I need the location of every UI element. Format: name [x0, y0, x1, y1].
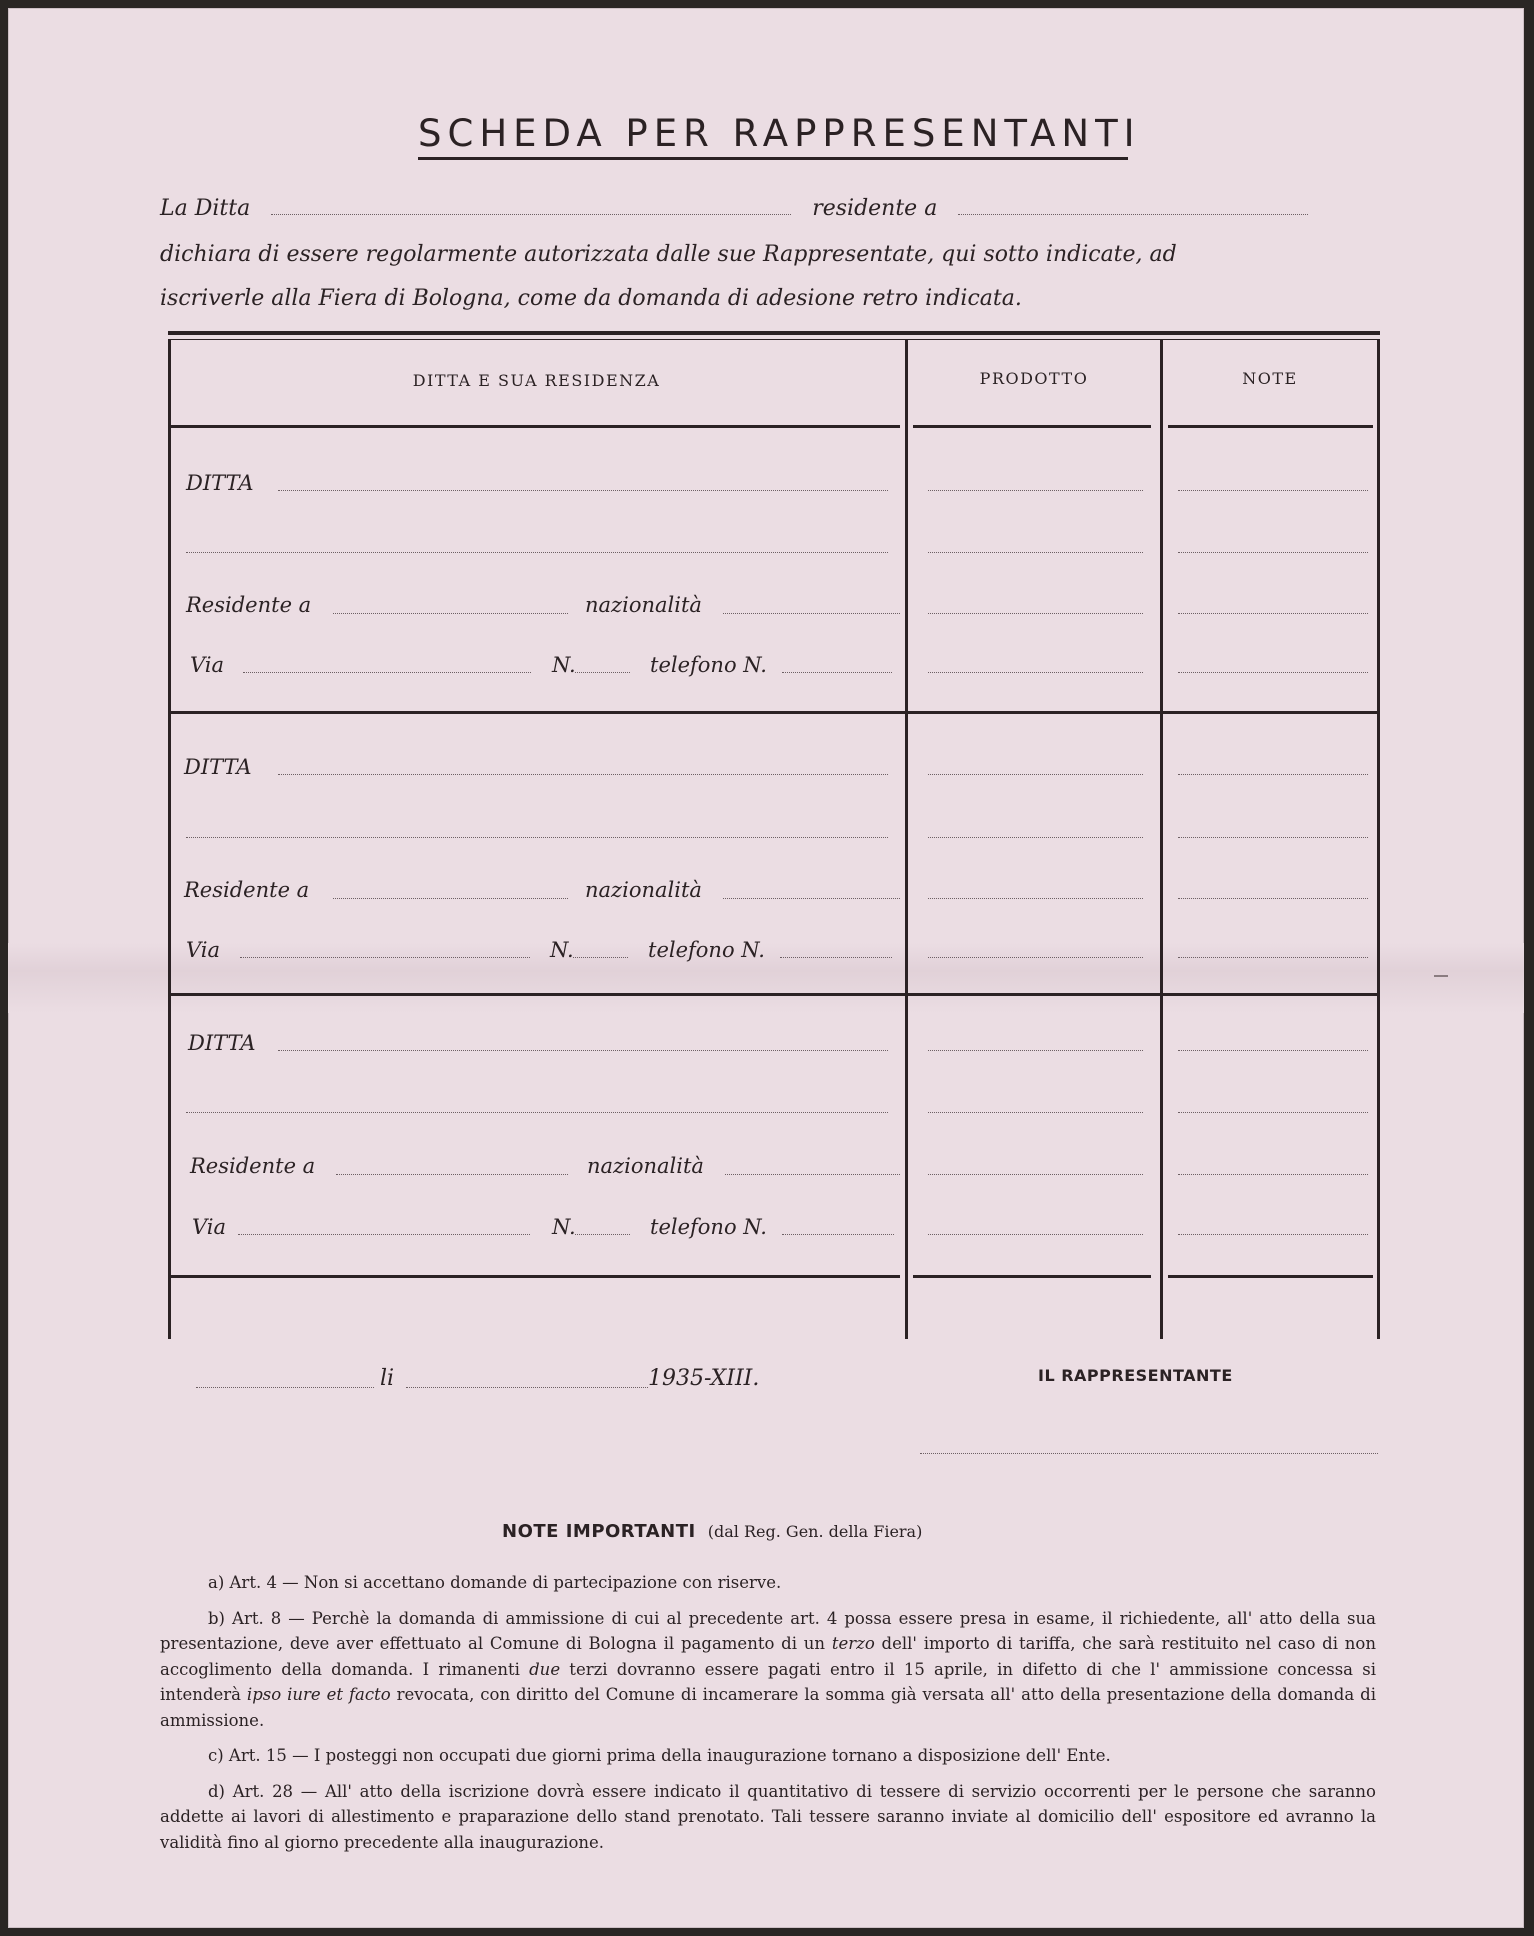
entry-3-separator-prodotto [913, 1275, 1151, 1278]
representative-label: IL RAPPRESENTANTE [1038, 1366, 1233, 1385]
entry-3-n-field[interactable] [575, 1233, 630, 1235]
entry-1-ditta-field-2[interactable] [186, 551, 888, 553]
entry-2-via-label: Via [186, 938, 221, 962]
header-prodotto: PRODOTTO [979, 369, 1089, 388]
form-sheet [8, 8, 1524, 1928]
notes-title: NOTE IMPORTANTI [502, 1521, 696, 1542]
entry-3-telefono-label: telefono N. [650, 1215, 767, 1239]
entry-1-note-line-4[interactable] [1178, 671, 1368, 673]
entry-2-prodotto-line-3[interactable] [928, 897, 1143, 899]
note-a: a) Art. 4 — Non si accettano domande di partecipazione con riserve. [208, 1573, 782, 1592]
entry-1-prodotto-line-2[interactable] [928, 551, 1143, 553]
column-divider-2 [1160, 339, 1163, 1339]
entry-3-telefono-field[interactable] [782, 1233, 894, 1235]
entry-1-residente-field[interactable] [333, 612, 568, 614]
entry-2-residente-field[interactable] [333, 897, 568, 899]
entry-1-via-label: Via [190, 653, 225, 677]
entry-2-prodotto-line-4[interactable] [928, 956, 1143, 958]
signature-field[interactable] [920, 1452, 1378, 1454]
entry-3-ditta-label: DITTA [188, 1031, 256, 1055]
entry-1-separator [168, 711, 1378, 714]
entry-2-note-line-1[interactable] [1178, 773, 1368, 775]
entry-2-nazionalita-label: nazionalità [585, 878, 702, 902]
entry-3-separator-note [1168, 1275, 1373, 1278]
entry-3-residente-field[interactable] [336, 1173, 568, 1175]
header-rule-prodotto [913, 425, 1151, 428]
entry-3-via-field[interactable] [238, 1233, 530, 1235]
table-top-rule-thin [168, 339, 1380, 340]
intro-line-2: dichiara di essere regolarmente autorizzata dalle sue Rappresentate, qui sotto indicate, ad [160, 242, 1177, 267]
entry-2-telefono-field[interactable] [780, 956, 892, 958]
intro-line-3: iscriverle alla Fiera di Bologna, come da domanda di adesione retro indicata. [160, 286, 1022, 311]
li-label: li [380, 1366, 395, 1391]
year-label: 1935-XIII. [648, 1366, 760, 1391]
entry-2-residente-label: Residente a [184, 878, 310, 902]
entry-3-residente-label: Residente a [190, 1154, 316, 1178]
entry-3-note-line-1[interactable] [1178, 1049, 1368, 1051]
entry-3-ditta-field[interactable] [278, 1049, 888, 1051]
entry-2-note-line-2[interactable] [1178, 836, 1368, 838]
representatives-table [168, 331, 1380, 1341]
entry-1-residente-label: Residente a [186, 593, 312, 617]
residence-field[interactable] [958, 213, 1308, 215]
la-ditta-label: La Ditta [160, 196, 251, 221]
entry-1-ditta-label: DITTA [186, 471, 254, 495]
entry-1-via-field[interactable] [243, 671, 531, 673]
notes-heading [502, 1520, 922, 1542]
table-left-border [168, 339, 171, 1339]
entry-3-nazionalita-label: nazionalità [587, 1154, 704, 1178]
entry-3-separator-ditta [168, 1275, 900, 1278]
entry-3-via-label: Via [192, 1215, 227, 1239]
entry-3-prodotto-line-2[interactable] [928, 1111, 1143, 1113]
entry-3-note-line-3[interactable] [1178, 1173, 1368, 1175]
residente-a-label: residente a [812, 196, 938, 221]
table-top-rule [168, 331, 1380, 335]
entry-3-nazionalita-field[interactable] [725, 1173, 900, 1175]
entry-1-nazionalita-label: nazionalità [585, 593, 702, 617]
entry-1-telefono-label: telefono N. [650, 653, 767, 677]
header-note: NOTE [1242, 369, 1298, 388]
intro-line-1 [160, 196, 1308, 221]
entry-2-ditta-field-2[interactable] [186, 836, 888, 838]
notes-body [160, 1570, 1376, 1865]
entry-3-note-line-4[interactable] [1178, 1233, 1368, 1235]
entry-2-ditta-field[interactable] [278, 773, 888, 775]
entry-1-n-field[interactable] [575, 671, 630, 673]
header-ditta: DITTA E SUA RESIDENZA [412, 371, 661, 390]
page-title: SCHEDA PER RAPPRESENTANTI [418, 112, 1128, 160]
entry-1-prodotto-line-1[interactable] [928, 489, 1143, 491]
entry-1-prodotto-line-3[interactable] [928, 612, 1143, 614]
entry-1-prodotto-line-4[interactable] [928, 671, 1143, 673]
entry-2-nazionalita-field[interactable] [723, 897, 900, 899]
header-rule-note [1168, 425, 1373, 428]
entry-3-note-line-2[interactable] [1178, 1111, 1368, 1113]
entry-1-nazionalita-field[interactable] [723, 612, 900, 614]
entry-3-ditta-field-2[interactable] [186, 1111, 888, 1113]
notes-subtitle: (dal Reg. Gen. della Fiera) [707, 1522, 923, 1541]
date-field[interactable] [406, 1386, 648, 1388]
entry-2-n-label: N. [550, 938, 574, 962]
entry-1-n-label: N. [552, 653, 576, 677]
entry-2-prodotto-line-2[interactable] [928, 836, 1143, 838]
note-d: d) Art. 28 — All' atto della iscrizione dovrà essere indicato il quantitativo di tessere di servizio occorrenti per le persone che saranno addette ai lavori di allestimento e praparazione dello stand prenotato. Tali tessere saranno inviate al domicilio dell' espositore ed avranno la validità fino al giorno precedente alla inaugurazione. [160, 1781, 1376, 1852]
note-c: c) Art. 15 — I posteggi non occupati due giorni prima della inaugurazione tornano a disposizione dell' Ente. [208, 1746, 1111, 1765]
entry-3-n-label: N. [552, 1215, 576, 1239]
entry-3-prodotto-line-1[interactable] [928, 1049, 1143, 1051]
entry-1-telefono-field[interactable] [782, 671, 892, 673]
entry-3-prodotto-line-4[interactable] [928, 1233, 1143, 1235]
entry-2-note-line-4[interactable] [1178, 956, 1368, 958]
ditta-name-field[interactable] [271, 213, 791, 215]
margin-mark [1434, 975, 1448, 977]
entry-2-separator [168, 993, 1378, 996]
table-right-border [1377, 339, 1380, 1339]
column-divider-1 [905, 339, 908, 1339]
entry-2-ditta-label: DITTA [184, 755, 252, 779]
entry-2-n-field[interactable] [573, 956, 628, 958]
header-rule-ditta [168, 425, 900, 428]
note-b: b) Art. 8 — Perchè la domanda di ammissione di cui al precedente art. 4 possa essere presa in esame, il richiedente, all' atto della sua presentazione, deve aver effettuato al Comune di Bologna il pagamento di un terzo dell' importo di tariffa, che sarà restituito nel caso di non accoglimento della domanda. I rimanenti due terzi dovranno essere pagati entro il 15 aprile, in difetto di che l' ammissione concessa si intenderà ipso iure et facto revocata, con diritto del Comune di incamerare la somma già versata all' atto della presentazione della domanda di ammissione. [160, 1608, 1376, 1730]
entry-1-note-line-3[interactable] [1178, 612, 1368, 614]
entry-1-note-line-2[interactable] [1178, 551, 1368, 553]
place-field[interactable] [196, 1386, 374, 1388]
entry-3-prodotto-line-3[interactable] [928, 1173, 1143, 1175]
entry-2-prodotto-line-1[interactable] [928, 773, 1143, 775]
entry-2-via-field[interactable] [240, 956, 530, 958]
entry-1-ditta-field[interactable] [278, 489, 888, 491]
entry-1-note-line-1[interactable] [1178, 489, 1368, 491]
entry-2-telefono-label: telefono N. [648, 938, 765, 962]
entry-2-note-line-3[interactable] [1178, 897, 1368, 899]
